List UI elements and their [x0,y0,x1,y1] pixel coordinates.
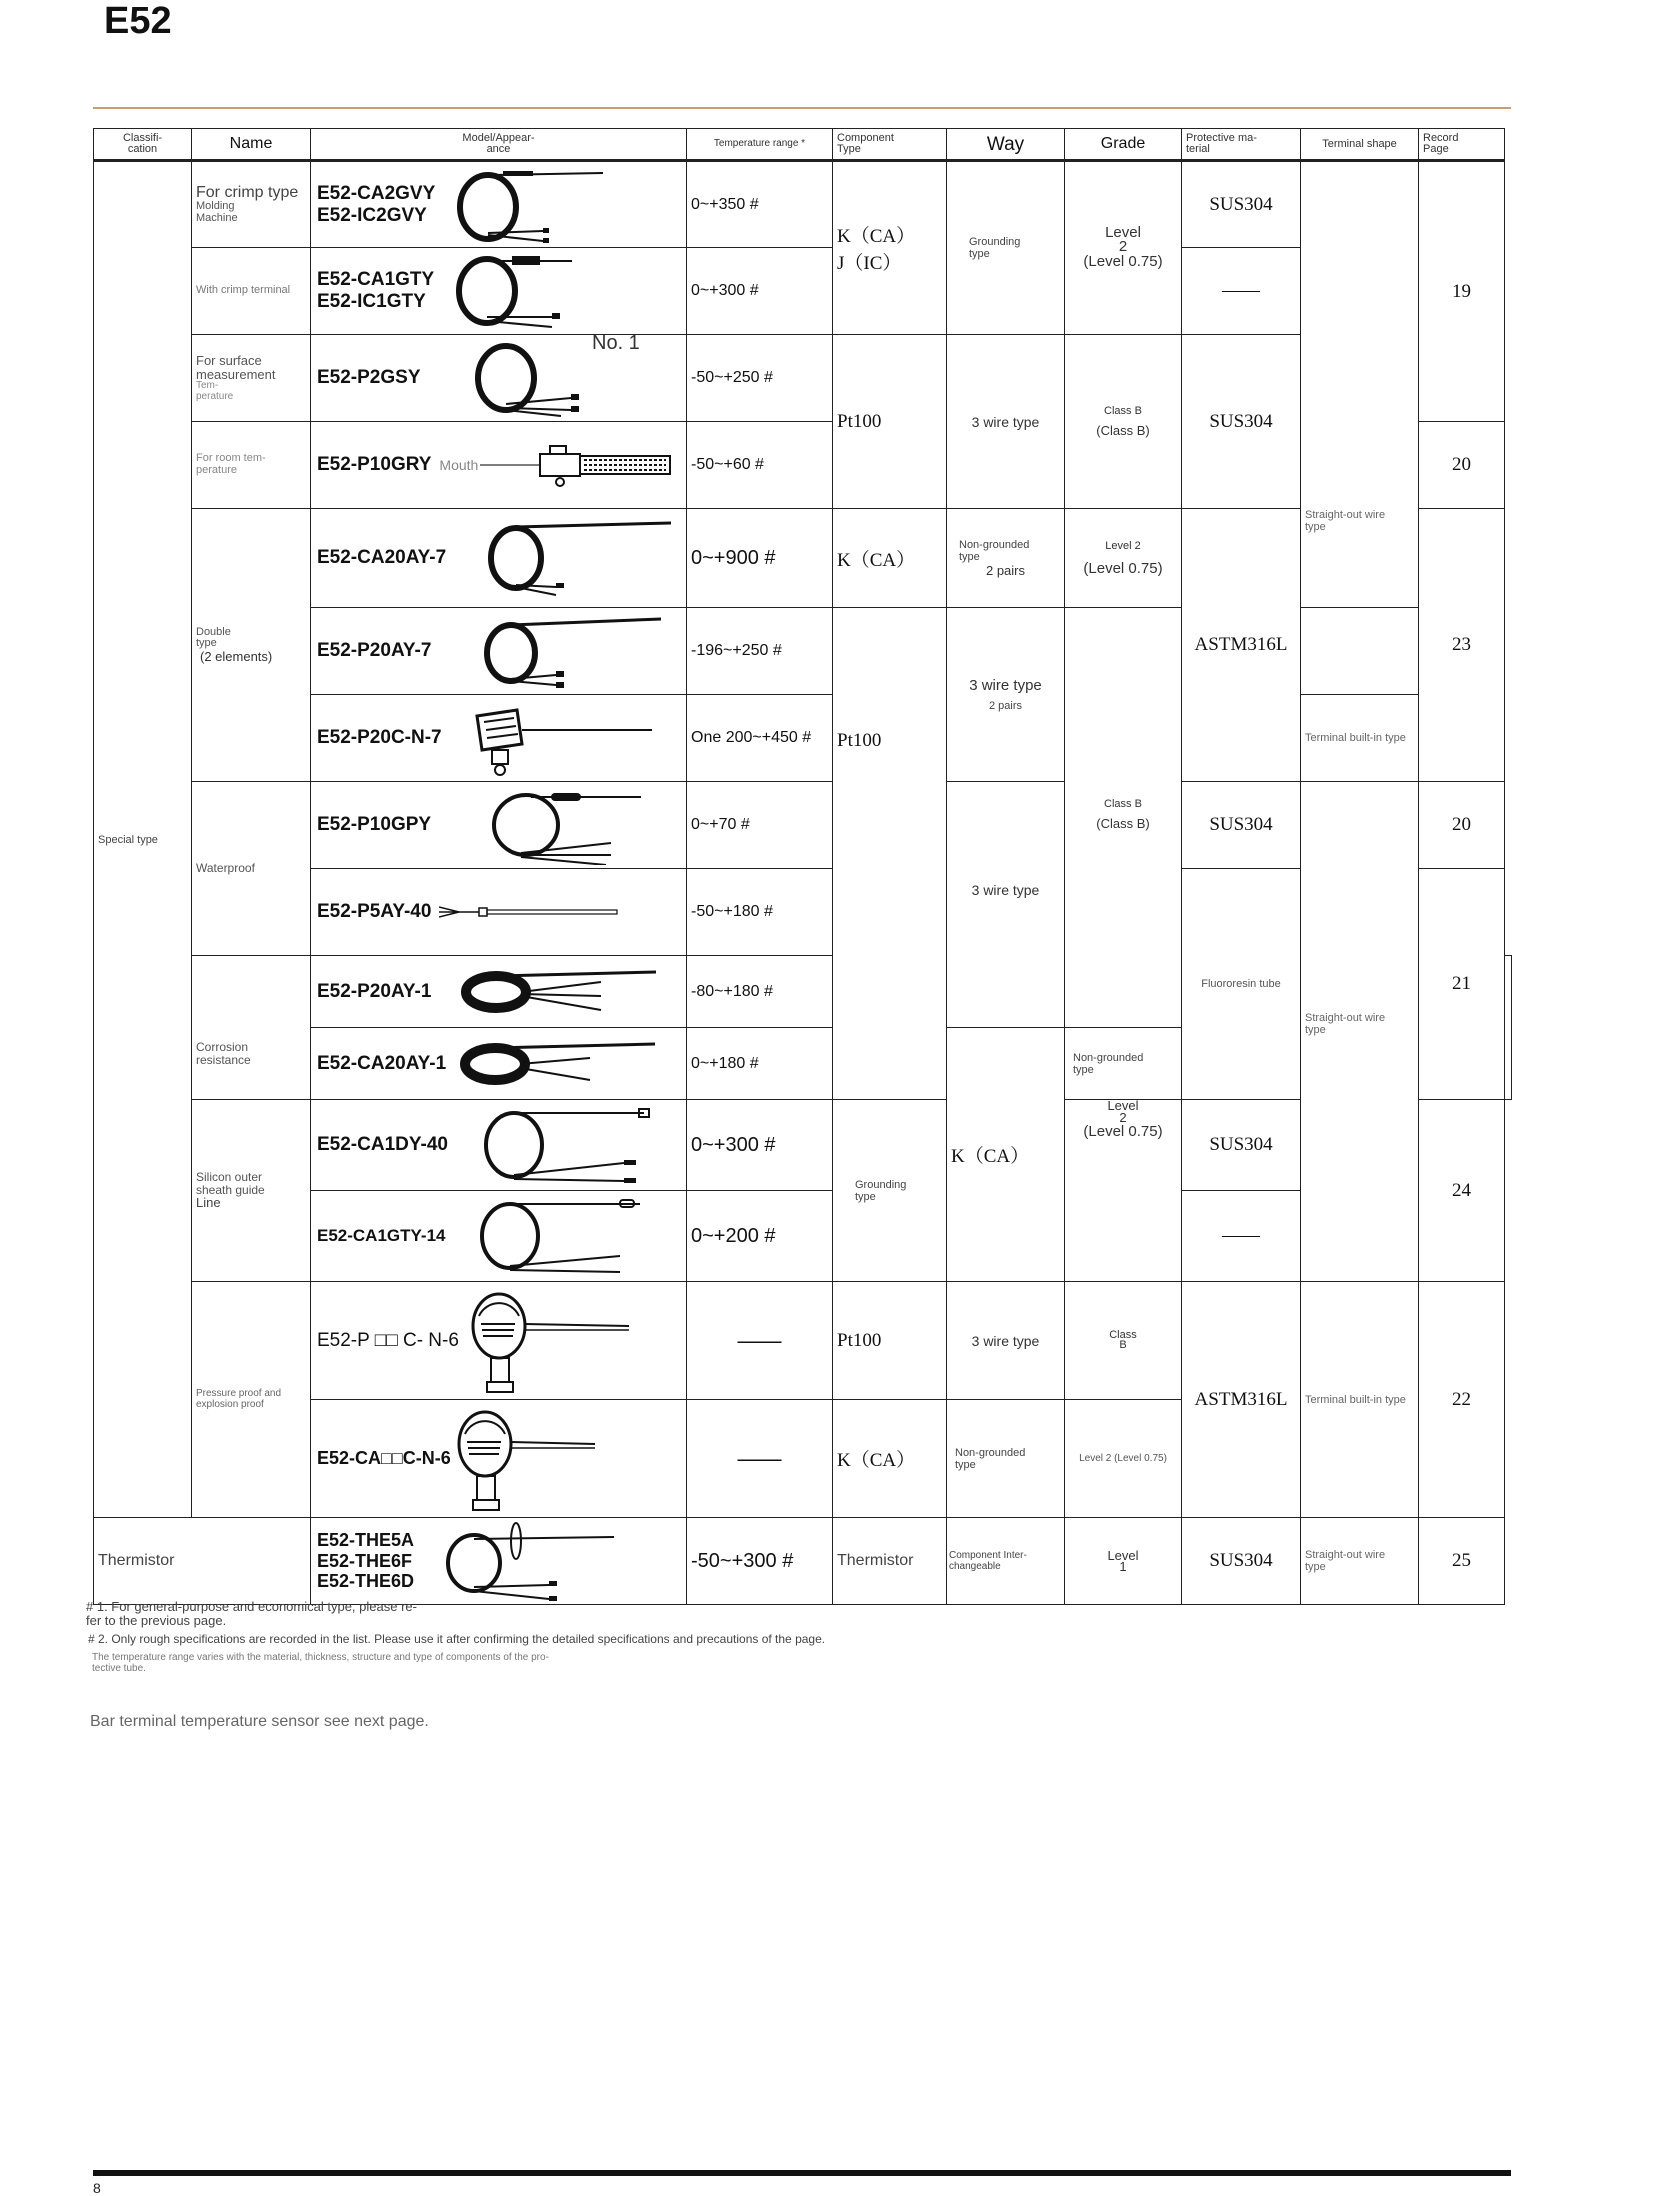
grade-level: Level 1 [1107,1547,1139,1574]
model-code: E52-P20C-N-7 [317,727,442,749]
model-cell [311,869,687,956]
model-cell [311,782,687,869]
material: Fluororesin tube [1182,869,1301,1100]
component-type: K（CA） [833,509,947,608]
class-thermistor-label: Thermistor [98,1551,175,1569]
way-non-grounded: Non-grounded type [1065,1028,1182,1100]
header-component: Component Type [833,129,947,161]
temp-range: 0~+70 # [687,782,833,869]
record-page: 22 [1419,1282,1505,1518]
footnote-3: The temperature range varies with the material, thickness, structure and type of components of the pro- tective tube. [92,1652,549,1674]
explosion-proof-head-icon [459,1286,686,1396]
grade-cell [1065,608,1182,1028]
table-row [94,161,1512,248]
table-row [94,1518,1512,1605]
name-silicon-label: Silicon outer sheath guide [196,1170,265,1197]
record-page: 24 [1419,1100,1505,1282]
model-cell [311,695,687,782]
name-corrosion-label: Corrosion resistance [196,1039,251,1067]
name-room-label: For room tem- perature [196,452,266,476]
material: —— [1182,248,1301,335]
name-waterproof-label: Waterproof [196,861,255,876]
thermistor-icon [414,1519,686,1603]
grade-sub: (Level 0.75) [1083,1123,1163,1141]
room-sensor-icon [431,440,686,490]
component-type: Pt100 [833,1282,947,1400]
name-crimp-terminal-label: With crimp terminal [196,284,291,297]
temp-range: -80~+180 # [687,956,833,1028]
temp-range: -196~+250 # [687,608,833,695]
page-number: 8 [93,2180,101,2196]
header-model: Model/Appear- ance [311,129,687,161]
class-special: Special type [94,161,192,1518]
way-label: 3 wire type [969,677,1042,694]
explosion-proof-head-icon [451,1404,686,1514]
terminal-shape: Straight-out wire type [1301,1518,1419,1605]
model-cell [311,1191,687,1282]
way-interchangeable: Component Inter- changeable [947,1518,1065,1605]
model-code: E52-P20AY-1 [317,980,432,1002]
header-name: Name [192,129,311,161]
spec-table [93,128,1512,1605]
coiled-sensor-icon [446,1034,686,1094]
name-room [192,422,311,509]
terminal-shape: Straight-out wire type [1301,782,1419,1282]
sensor-cable-icon [431,785,686,865]
terminal-shape: Terminal built-in type [1301,695,1419,782]
grade-sub: (Level 0.75) [1083,253,1163,270]
name-surface-label: For surface measurement [196,352,276,382]
header-way: Way [947,129,1065,161]
terminal-head-icon [442,696,686,780]
model-code: E52-CA□□C-N-6 [317,1448,451,1469]
component-type: K（CA） [947,1028,1065,1282]
temp-range: —— [687,1282,833,1400]
record-page: 20 [1419,782,1505,869]
grade-cell [1065,509,1182,608]
header-page: Record Page [1419,129,1505,161]
model-code: E52-P10GPY [317,814,432,836]
name-silicon [192,1100,311,1282]
temp-range: 0~+300 # [687,1100,833,1191]
name-pressure [192,1282,311,1518]
temp-range: 0~+300 # [687,248,833,335]
model-code: E52-CA20AY-1 [317,1052,447,1074]
way-3wire: 3 wire type [947,782,1065,1028]
sensor-cable-icon [446,1194,687,1278]
grade-cell [1065,161,1182,335]
grade-cell [1065,1518,1182,1605]
mouth-label: Mouth [439,457,479,473]
sensor-probe-icon [446,513,686,603]
sensor-cable-icon [421,338,687,418]
table-row [94,248,1512,335]
terminal-shape: Straight-out wire type [1301,161,1419,608]
model-cell [311,1028,687,1100]
model-code: E52-CA1GTY E52-IC1GTY [317,269,435,312]
grade-level: Level 2 [1105,224,1141,255]
way-3wire: 3 wire type [947,1282,1065,1400]
model-cell [311,248,687,335]
grade-level: Class B [1104,798,1142,810]
material: SUS304 [1182,782,1301,869]
temp-range: -50~+250 # [687,335,833,422]
record-page: 25 [1419,1518,1505,1605]
component-type: Pt100 [833,608,947,1100]
component-type: Thermistor [833,1518,947,1605]
grade-level: Level 2 (Level 0.75) [1079,1453,1167,1464]
material: SUS304 [1182,1518,1301,1605]
model-cell [311,608,687,695]
table-row [94,1282,1512,1400]
model-code: E52-THE5A E52-THE6F E52-THE6D [317,1529,415,1592]
model-code: E52-P5AY-40 [317,901,432,923]
class-thermistor [94,1518,311,1605]
model-cell [311,956,687,1028]
no1-label: No. 1 [592,332,640,354]
name-crimp-label: For crimp type [196,183,299,201]
material: ASTM316L [1182,509,1301,782]
component-type: K（CA） [833,1400,947,1518]
model-cell [311,1282,687,1400]
temp-range: 0~+200 # [687,1191,833,1282]
way-non-grounded: Non-grounded type [947,1400,1065,1518]
way-non-grounded [947,509,1065,608]
grade-level: Level 2 [1105,539,1141,552]
sensor-cable-icon [434,251,686,331]
temp-range: 0~+350 # [687,161,833,248]
name-pressure-label: Pressure proof and explosion proof [196,1388,282,1410]
way-3wire: 3 wire type [947,335,1065,509]
sensor-probe-icon [431,611,686,691]
table-header-row [94,129,1512,161]
header-terminal: Terminal shape [1301,129,1419,161]
grade-cell [1065,1400,1182,1518]
sensor-cable-icon [435,165,686,245]
model-code: E52-P20AY-7 [317,640,432,662]
name-silicon-sub: Line [196,1195,221,1211]
material: SUS304 [1182,335,1301,509]
header-temperature: Temperature range * [687,129,833,161]
grade-cell [1065,1282,1182,1400]
way-grounding: Grounding type [947,161,1065,335]
way-pairs: 2 pairs [985,562,1026,578]
title-divider [93,107,1511,109]
temp-range: -50~+60 # [687,422,833,509]
record-page: 21 [1419,869,1505,1100]
grade-sub: (Level 0.75) [1083,559,1163,577]
name-waterproof [192,782,311,956]
way-3wire [947,608,1065,782]
temp-range: One 200~+450 # [687,695,833,782]
model-cell [311,1400,687,1518]
name-surface [192,335,311,422]
model-cell [311,1100,687,1191]
header-grade: Grade [1065,129,1182,161]
model-code: E52-CA20AY-7 [317,547,447,569]
model-code: E52-CA2GVY E52-IC2GVY [317,182,436,226]
temp-range: -50~+180 # [687,869,833,956]
name-double [192,509,311,782]
model-code: E52-CA1DY-40 [317,1134,448,1156]
grade-level: Class B [1104,405,1142,417]
temp-range: 0~+180 # [687,1028,833,1100]
footnote-2: # 2. Only rough specifications are recorded in the list. Please use it after confirming the detailed specifications and precautions of the page. [88,1632,826,1646]
model-code: E52-CA1GTY-14 [317,1226,446,1246]
table-row [94,782,1512,869]
material: ASTM316L [1182,1282,1301,1518]
header-classification: Classifi- cation [94,129,192,161]
sensor-probe-icon [431,897,686,927]
material: —— [1182,1191,1301,1282]
name-crimp-terminal [192,248,311,335]
record-page: 19 [1419,161,1505,422]
terminal-shape: Terminal built-in type [1301,1282,1419,1518]
model-cell [311,509,687,608]
grade-cell [1065,1100,1182,1282]
name-double-label: Double type [196,625,231,650]
temp-range: —— [687,1400,833,1518]
material: SUS304 [1182,161,1301,248]
grade-level: Level 2 [1107,1099,1139,1125]
name-double-sub: (2 elements) [200,648,273,664]
name-crimp-sub: Molding Machine [196,200,238,224]
table-row [94,509,1512,608]
grade-sub: (Class B) [1096,423,1150,438]
model-code: E52-P □□ C- N-6 [317,1329,459,1351]
model-cell [311,161,687,248]
footnote-1: # 1. For general-purpose and economical type, please re- fer to the previous page. [86,1599,417,1628]
table-row [94,1100,1512,1191]
component-type: K（CA） J（IC） [833,161,947,335]
grade-sub: (Class B) [1096,816,1150,831]
coiled-sensor-icon [431,962,686,1022]
page-title: E52 [104,0,172,42]
model-code: E52-P2GSY [317,367,421,389]
record-page: 23 [1419,509,1505,782]
grade-level: Class B [1109,1328,1137,1351]
model-cell [311,1518,687,1605]
model-cell [311,422,687,509]
model-code: E52-P10GRY [317,454,432,476]
way-pairs: 2 pairs [988,700,1023,712]
next-page-note: Bar terminal temperature sensor see next page. [90,1713,429,1730]
table-row [94,335,1512,422]
component-type: Pt100 [833,335,947,509]
material: SUS304 [1182,1100,1301,1191]
temp-range: -50~+300 # [687,1518,833,1605]
header-material: Protective ma- terial [1182,129,1301,161]
way-grounding: Grounding type [833,1100,947,1282]
record-page: 20 [1419,422,1505,509]
temp-range: 0~+900 # [687,509,833,608]
sensor-cable-icon [448,1103,686,1187]
name-surface-sub: Tem- perature [196,380,234,402]
grade-cell [1505,956,1512,1100]
bottom-divider [93,2170,1511,2176]
name-crimp-type [192,161,311,248]
name-corrosion [192,956,311,1100]
grade-cell [1065,335,1182,509]
way-label: Non-grounded type [959,538,1030,563]
